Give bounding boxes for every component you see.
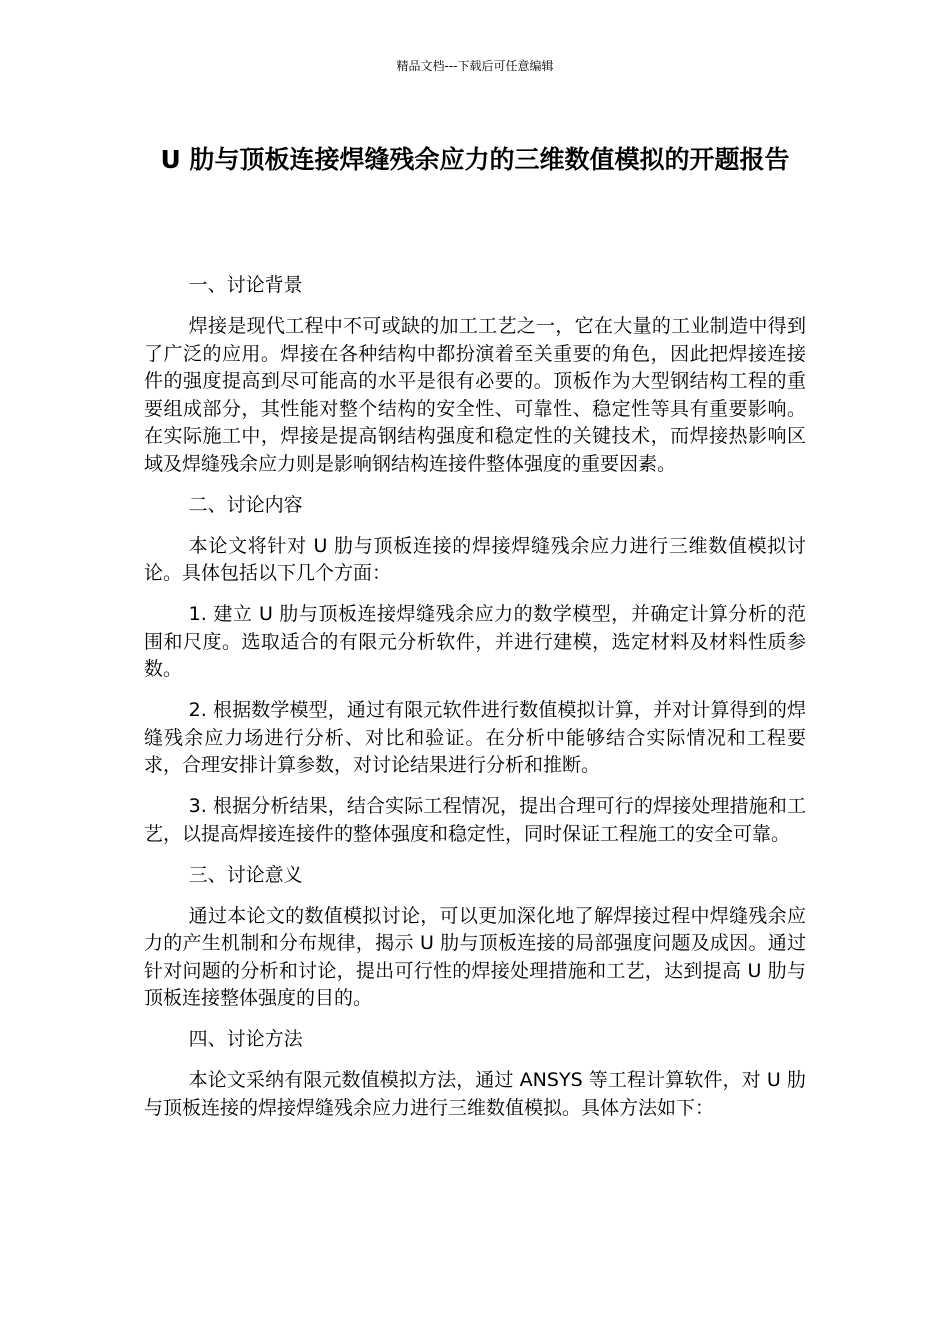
- document-body: [144, 272, 806, 1122]
- section-heading-background: 一、讨论背景: [188, 274, 303, 296]
- paragraph-method: 本论文采纳有限元数值模拟方法，通过 ANSYS 等工程计算软件，对 U 肋与顶板连接的焊接焊缝残余应力进行三维数值模拟。具体方法如下：: [144, 1069, 806, 1119]
- section-heading-method: 四、讨论方法: [188, 1028, 303, 1050]
- list-item-content-2: 2. 根据数学模型，通过有限元软件进行数值模拟计算，并对计算得到的焊缝残余应力场进行分析、对比和验证。在分析中能够结合实际情况和工程要求，合理安排计算参数，对讨论结果进行分析和推断。: [144, 699, 806, 776]
- paragraph-content-intro: 本论文将针对 U 肋与顶板连接的焊接焊缝残余应力进行三维数值模拟讨论。具体包括以下几个方面：: [144, 534, 806, 584]
- list-item-content-3: 3. 根据分析结果，结合实际工程情况，提出合理可行的焊接处理措施和工艺，以提高焊接连接件的整体强度和稳定性，同时保证工程施工的安全可靠。: [144, 795, 806, 845]
- list-item-content-1: 1. 建立 U 肋与顶板连接焊缝残余应力的数学模型，并确定计算分析的范围和尺度。选取适合的有限元分析软件，并进行建模，选定材料及材料性质参数。: [144, 603, 806, 680]
- document-title: U 肋与顶板连接焊缝残余应力的三维数值模拟的开题报告: [160, 145, 790, 174]
- paragraph-significance: 通过本论文的数值模拟讨论，可以更加深化地了解焊接过程中焊缝残余应力的产生机制和分布规律，揭示 U 肋与顶板连接的局部强度问题及成因。通过针对问题的分析和讨论，提出可行性的焊接处理措施和工艺，达到提高 U 肋与顶板连接整体强度的目的。: [144, 904, 806, 1009]
- paragraph-background: 焊接是现代工程中不可或缺的加工工艺之一，它在大量的工业制造中得到了广泛的应用。焊接在各种结构中都扮演着至关重要的角色，因此把焊接连接件的强度提高到尽可能高的水平是很有必要的。顶板作为大型钢结构工程的重要组成部分，其性能对整个结构的安全性、可靠性、稳定性等具有重要影响。在实际施工中，焊接是提高钢结构强度和稳定性的关键技术，而焊接热影响区域及焊缝残余应力则是影响钢结构连接件整体强度的重要因素。: [144, 315, 806, 475]
- header-note: 精品文档---下载后可任意编辑: [396, 59, 554, 73]
- section-heading-significance: 三、讨论意义: [188, 863, 303, 886]
- section-heading-content: 二、讨论内容: [188, 493, 303, 516]
